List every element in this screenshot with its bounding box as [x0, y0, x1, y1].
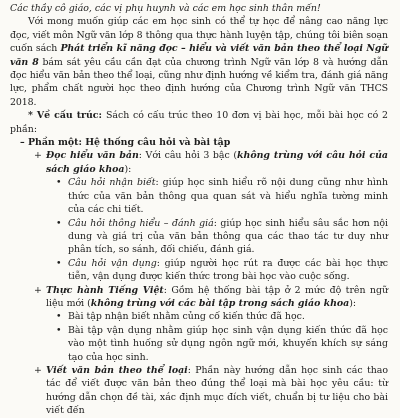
q2-text: : giúp học sinh hiểu sâu sắc hơn nội dung và giá trị của văn bản thông qua các thao tác tư duy như phân tích, so sánh, đối chiếu, đánh giá. — [68, 217, 389, 256]
reading-label: Đọc hiểu văn bản — [46, 150, 139, 162]
structure-lead: * Về cấu trúc: — [28, 110, 106, 122]
ex2-text: Bài tập vận dụng nhằm giúp học sinh vận dụng kiến thức đã học vào một tình huống sử dụng ngôn ngữ mới, khuyến khích sự sáng tạo của học sinh. — [68, 324, 388, 363]
plus-marker: + — [34, 364, 42, 376]
writing-section — [10, 364, 388, 418]
plus-marker: + — [34, 284, 42, 296]
question-item-application — [10, 257, 388, 284]
q2-label: Câu hỏi thông hiểu – đánh giá — [68, 217, 214, 229]
ex1-text: Bài tập nhận biết nhằm củng cố kiến thức đã học. — [68, 311, 305, 323]
writing-text: : Phần này hướng dẫn học sinh các thao tác để viết được văn bản theo đúng thể loại mà bài học yêu cầu: từ hướng dẫn chọn đề tài, xác định mục đích viết, chuẩn bị tư liệu cho bài viết đến — [46, 364, 389, 417]
q3-label: Câu hỏi vận dụng — [68, 257, 157, 269]
q3-text: : giúp người học rút ra được các bài học thực tiễn, vận dụng được kiến thức trong bài học vào cuộc sống. — [68, 257, 388, 283]
intro-text-a: Với mong muốn giúp các em học sinh có thể tự học để nâng cao năng lực đọc, viết môn Ngữ văn lớp 8 thông qua thực hành luyện tập, chúng tôi biên soạn cuốn sách — [10, 16, 388, 55]
reading-close: ): — [124, 163, 132, 175]
q1-text: : giúp học sinh hiểu rõ nội dung cũng như hình thức của văn bản thông qua quan sát và hiểu nghĩa tường minh của các chi tiết. — [68, 177, 388, 216]
bullet-dot-icon: • — [56, 324, 62, 336]
writing-label: Viết văn bản theo thể loại — [46, 364, 188, 376]
exercise-item-recognition — [10, 310, 388, 323]
bullet-dot-icon: • — [56, 257, 62, 269]
exercise-item-application — [10, 324, 388, 364]
reading-section — [10, 149, 388, 176]
practice-close: ): — [349, 297, 357, 309]
greeting-line: Các thầy cô giáo, các vị phụ huynh và các em học sinh thân mến! — [10, 3, 321, 14]
part-one-heading: – Phần một: Hệ thống câu hỏi và bài tập — [20, 137, 231, 149]
question-item-recognition — [10, 176, 388, 216]
plus-marker: + — [34, 150, 42, 162]
structure-paragraph — [10, 109, 388, 136]
practice-label: Thực hành Tiếng Việt — [46, 284, 164, 296]
q1-label: Câu hỏi nhận biết — [68, 177, 156, 189]
structure-text: Sách có cấu trúc theo 10 đơn vị bài học, mỗi bài học có 2 phần: — [10, 110, 388, 135]
intro-text-b: bám sát yêu cầu cần đạt của chương trình Ngữ văn lớp 8 và hướng dẫn đọc hiểu văn bản theo thể loại, cũng như định hướng về kiểm tra, đánh giá năng lực, phẩm chất người học theo định hướng của Chương trình Ngữ văn THCS 2018. — [10, 56, 388, 108]
practice-text: : Gồm hệ thống bài tập ở 2 mức độ trên ngữ liệu mới ( — [46, 284, 388, 309]
question-item-understanding — [10, 217, 388, 257]
intro-paragraph — [10, 15, 388, 109]
bullet-dot-icon: • — [56, 177, 62, 189]
practice-note: không trùng với các bài tập trong sách giáo khoa — [90, 297, 350, 309]
book-title: Phát triển kĩ năng đọc – hiểu và viết văn bản theo thể loại Ngữ văn 8 — [10, 43, 389, 68]
practice-section — [10, 284, 388, 311]
reading-text: : Với câu hỏi 3 bậc ( — [138, 150, 238, 162]
bullet-dot-icon: • — [56, 311, 62, 323]
bullet-dot-icon: • — [56, 217, 62, 229]
reading-note: không trùng với câu hỏi của sách giáo khoa — [46, 150, 388, 175]
